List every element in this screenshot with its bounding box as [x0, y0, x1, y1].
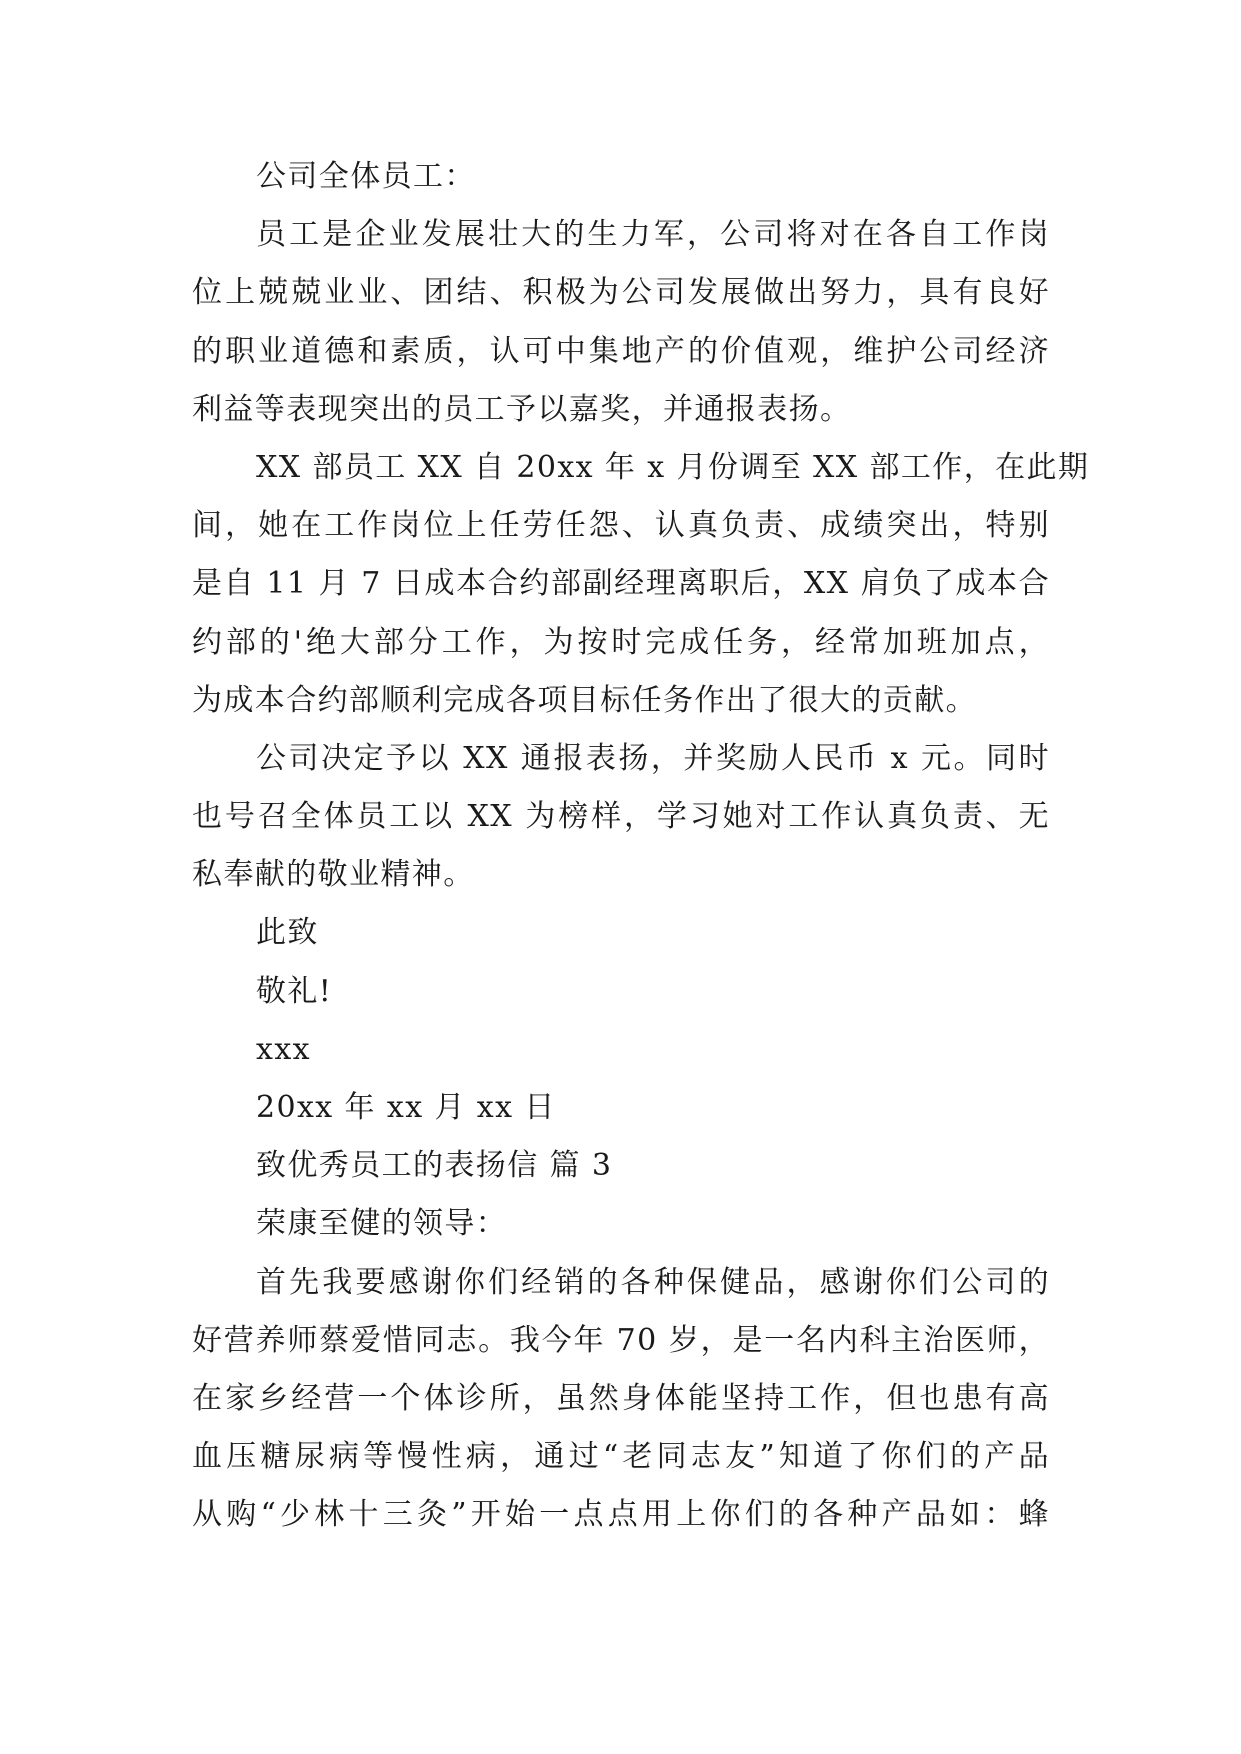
- paragraph-line: 员工是企业发展壮大的生力军，公司将对在各自工作岗: [256, 217, 1050, 253]
- paragraph-line: 利益等表现突出的员工予以嘉奖，并通报表扬。: [192, 391, 852, 427]
- paragraph-line: 约部的'绝大部分工作，为按时完成任务，经常加班加点，: [192, 624, 1050, 660]
- paragraph-line: 首先我要感谢你们经销的各种保健品，感谢你们公司的: [256, 1264, 1050, 1300]
- salutation: 公司全体员工：: [256, 159, 476, 194]
- paragraph-line: 位上兢兢业业、团结、积极为公司发展做出努力，具有良好: [192, 275, 1050, 311]
- paragraph-line: 在家乡经营一个体诊所，虽然身体能坚持工作，但也患有高: [192, 1380, 1050, 1416]
- paragraph-line: 是自 11 月 7 日成本合约部副经理离职后，XX 肩负了成本合: [192, 566, 1050, 602]
- closing-salute: 敬礼!: [256, 973, 333, 1009]
- paragraph-line: 私奉献的敬业精神。: [192, 857, 475, 893]
- paragraph-line: 好营养师蔡爱惜同志。我今年 70 岁，是一名内科主治医师，: [192, 1322, 1050, 1358]
- paragraph-line: 从购“少林十三灸”开始一点点用上你们的各种产品如：蜂: [192, 1497, 1050, 1533]
- date-line: 20xx 年 xx 月 xx 日: [256, 1090, 556, 1125]
- paragraph-line: 间，她在工作岗位上任劳任怨、认真负责、成绩突出，特别: [192, 508, 1050, 544]
- document-page: [192, 148, 1090, 1545]
- section-heading: 致优秀员工的表扬信 篇 3: [256, 1148, 613, 1184]
- paragraph-line: 为成本合约部顺利完成各项目标任务作出了很大的贡献。: [192, 682, 977, 718]
- salutation: 荣康至健的领导：: [256, 1206, 508, 1242]
- paragraph-line: 公司决定予以 XX 通报表扬，并奖励人民币 x 元。同时: [256, 740, 1050, 776]
- signature: xxx: [256, 1031, 311, 1067]
- paragraph-line: 也号召全体员工以 XX 为榜样，学习她对工作认真负责、无: [192, 799, 1050, 835]
- paragraph-line: XX 部员工 XX 自 20xx 年 x 月份调至 XX 部工作，在此期: [256, 449, 1090, 485]
- closing-line: 此致: [256, 915, 319, 951]
- paragraph-line: 血压糖尿病等慢性病，通过“老同志友”知道了你们的产品: [192, 1439, 1050, 1475]
- paragraph-line: 的职业道德和素质，认可中集地产的价值观，维护公司经济: [192, 333, 1050, 369]
